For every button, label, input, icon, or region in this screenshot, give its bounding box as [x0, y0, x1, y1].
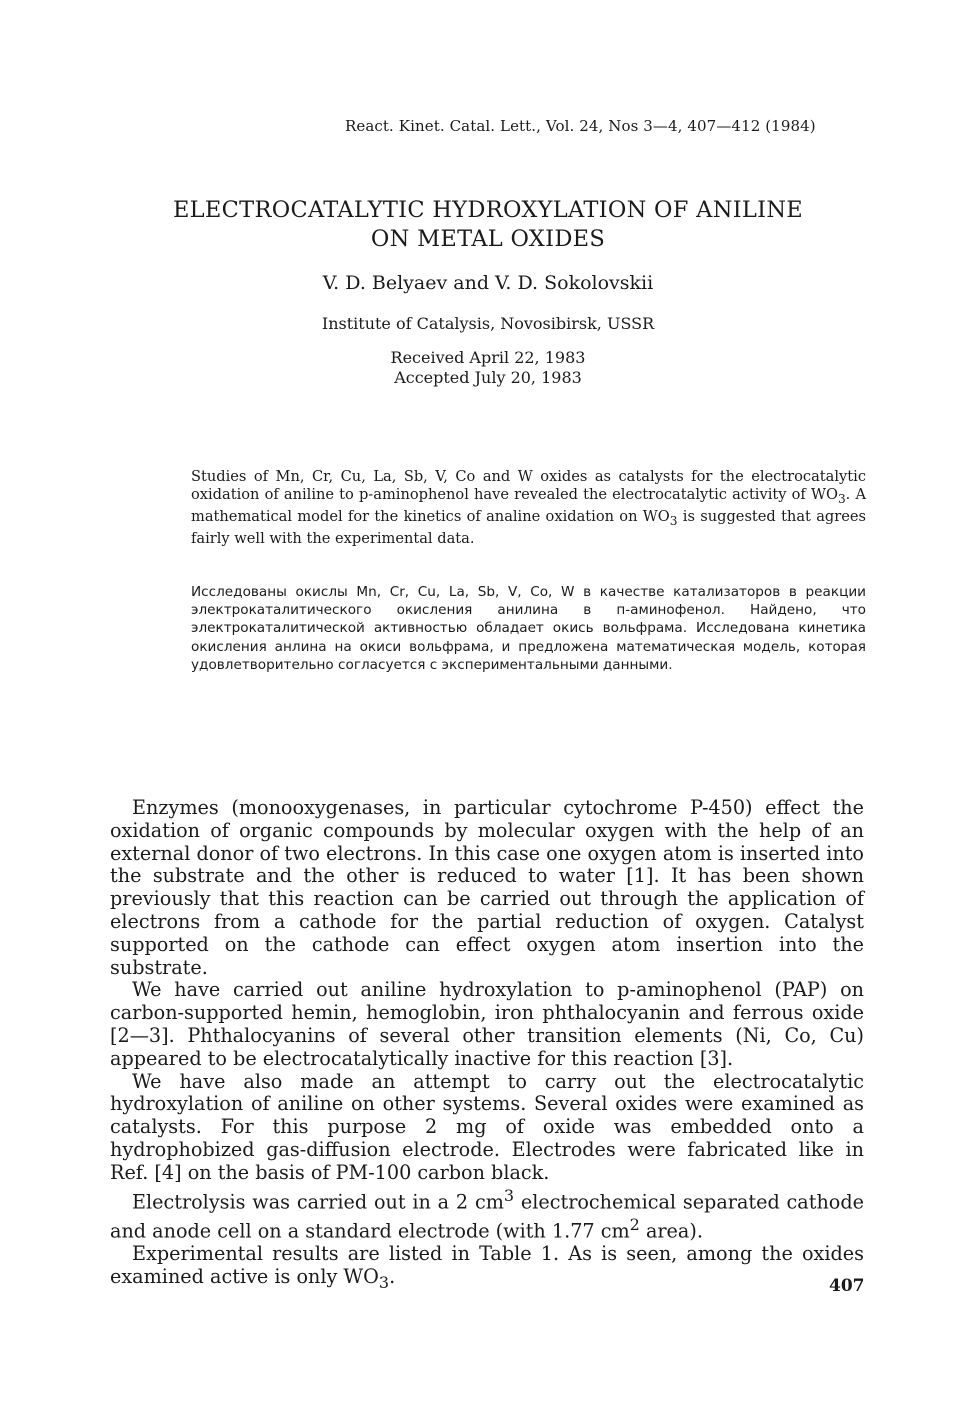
paragraph-5 — [110, 1243, 864, 1294]
p4-sup-2: 2 — [629, 1214, 640, 1234]
p4-sup-1: 3 — [503, 1185, 515, 1205]
p5-text-a: Experimental results are listed in Table 1. As is seen, among the oxides examined active is only WO — [110, 1241, 864, 1288]
journal-reference: React. Kinet. Catal. Lett., Vol. 24, Nos 3—4, 407—412 (1984) — [345, 117, 816, 135]
abstract-en-part1: Studies of Mn, Cr, Cu, La, Sb, V, Co and W oxides as catalysts for the electrocatalytic oxidation of aniline to p-aminophenol have revealed the electrocatalytic activity of WO — [191, 468, 866, 504]
page-number: 407 — [829, 1276, 865, 1296]
abstract-en-sub1: 3 — [837, 492, 846, 507]
abstract-en-part3: is suggested that agrees fairly well with the experimental data. — [191, 508, 866, 548]
p5-sub: 3 — [378, 1272, 390, 1292]
abstract-en-sub2: 3 — [669, 514, 678, 529]
paper-title — [100, 196, 876, 254]
paragraph-4 — [110, 1185, 864, 1243]
paragraph-1: Enzymes (monooxygenases, in particular cytochrome P-450) effect the oxidation of organic compounds by molecular oxygen with the help of an external donor of two electrons. In this case one oxygen atom is inserted into the substrate and the other is reduced to water [1]. It has been shown previously that this reaction can be carried out through the application of electrons from a cathode for the partial reduction of oxygen. Catalyst supported on the cathode can effect oxygen atom insertion into the substrate. — [110, 796, 864, 979]
affiliation: Institute of Catalysis, Novosibirsk, USSR — [321, 314, 655, 333]
p5-text-b: . — [389, 1264, 396, 1288]
p4-text-c: area). — [639, 1219, 703, 1243]
abstract-russian: Исследованы окислы Mn, Cr, Cu, La, Sb, V, Co, W в качестве катализаторов в реакции электрокаталитического окисления анилина в п-аминофенол. Найдено, что электрокаталитической активностью обладает окись вольфрама. Исследована кинетика окисления анлина на окиси вольфрама, и предложена математическая модель, которая удовлетворительно согласуется с экспериментальными данными. — [191, 584, 866, 673]
paragraph-3: We have also made an attempt to carry out the electrocatalytic hydroxylation of aniline on other systems. Several oxides were examined as catalysts. For this purpose 2 mg of oxide was embedded onto a hydrophobized gas-diffusion electrode. Electrodes were fabricated like in Ref. [4] on the basis of PM-100 carbon black. — [110, 1069, 864, 1184]
body-text — [110, 797, 864, 1294]
p4-text-a: Electrolysis was carried out in a 2 cm — [132, 1189, 504, 1213]
title-line-1: ELECTROCATALYTIC HYDROXYLATION OF ANILINE — [172, 197, 804, 223]
accepted-date: Accepted July 20, 1983 — [394, 368, 582, 387]
authors: V. D. Belyaev and V. D. Sokolovskii — [322, 272, 654, 294]
received-date: Received April 22, 1983 — [390, 348, 586, 367]
title-line-2: ON METAL OXIDES — [370, 226, 606, 252]
abstract-english — [191, 468, 866, 549]
dates — [100, 348, 876, 388]
abstract-en-part2: . A mathematical model for the kinetics of analine oxidation on WO — [191, 486, 866, 526]
p4-text-b: electrochemical separated cathode and anode cell on a standard electrode (with 1.77 cm — [110, 1189, 865, 1243]
paragraph-2: We have carried out aniline hydroxylation to p-aminophenol (PAP) on carbon-supported hemin, hemoglobin, iron phthalocyanin and ferrous oxide [2—3]. Phthalocyanins of several other transition elements (Ni, Co, Cu) appeared to be electrocatalytically inactive for this reaction [3]. — [110, 978, 864, 1070]
